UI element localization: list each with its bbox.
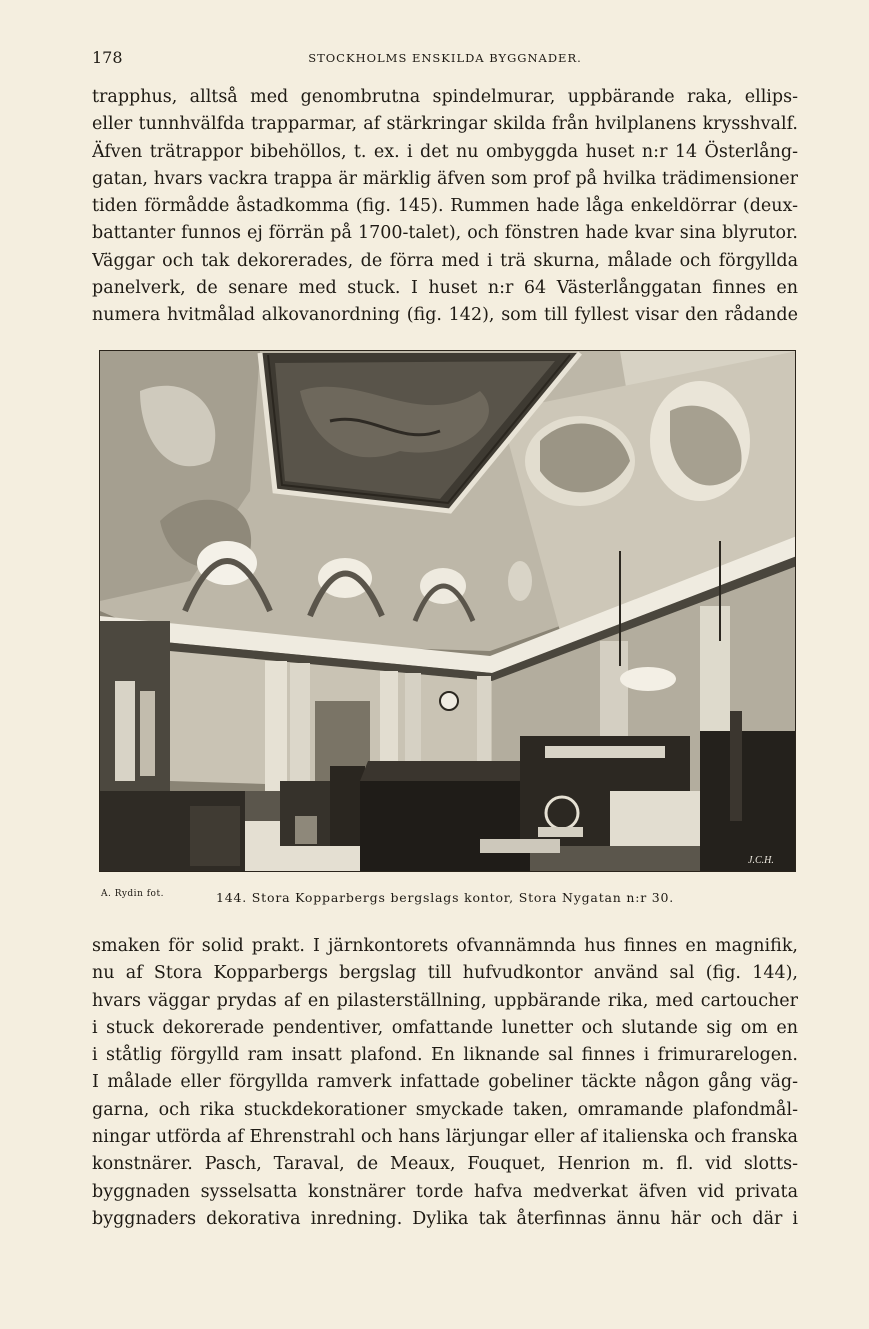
text-line: battanter funnos ej förrän på 1700-talet), och fönstren hade kvar sina blyrutor.: [92, 223, 798, 244]
text-line: trapphus, alltså med genombrutna spindelmurar, uppbärande raka, ellips-: [92, 87, 798, 107]
artist-signature: J.C.H.: [748, 855, 774, 866]
text-line: numera hvitmålad alkovanordning (fig. 142), som till fyllest visar den rådande: [92, 305, 798, 326]
text-line: gatan, hvars vackra trappa är märklig äfven som prof på hvilka trädimensioner: [92, 168, 798, 189]
photographer-credit: A. Rydin fot.: [101, 889, 164, 899]
text-line: hvars väggar prydas af en pilasterställning, uppbärande rika, med cartoucher: [92, 990, 798, 1011]
text-line: byggnaden sysselsatta konstnärer torde hafva medverkat äfven vid privata: [92, 1181, 798, 1202]
text-line: i stuck dekorerade pendentiver, omfattande lunetter och slutande sig om en: [92, 1017, 798, 1038]
text-line: nu af Stora Kopparbergs bergslag till hufvudkontor använd sal (fig. 144),: [92, 963, 798, 984]
text-line: panelverk, de senare med stuck. I huset n:r 64 Västerlånggatan finnes en: [92, 278, 798, 299]
desk: [360, 781, 530, 872]
lunette-window: [318, 558, 372, 598]
page-number: 178: [92, 48, 123, 67]
text-line: ningar utförda af Ehrenstrahl och hans lärjungar eller af italienska och franska: [92, 1127, 798, 1148]
text-line: garna, och rika stuckdekorationer smyckade taken, omramande plafondmål-: [92, 1099, 798, 1120]
page-header: [92, 48, 798, 70]
body-text-bottom: [92, 933, 798, 1233]
interior-photograph: [99, 350, 796, 872]
text-line: i ståtlig förgylld ram insatt plafond. En liknande sal finnes i frimurarelogen.: [92, 1045, 798, 1066]
text-line: eller tunnhvälfda trapparmar, af stärkringar skilda från hvilplanens krysshvalf.: [92, 114, 798, 135]
text-line: Äfven trätrappor bibehöllos, t. ex. i det nu ombyggda huset n:r 14 Österlång-: [92, 141, 798, 162]
text-line: byggnaders dekorativa inredning. Dylika tak återfinnas ännu här och där i: [92, 1208, 798, 1229]
body-text-top: [92, 84, 798, 330]
text-line: I målade eller förgyllda ramverk infattade gobeliner täckte någon gång väg-: [92, 1072, 798, 1093]
figure-caption: 144. Stora Kopparbergs bergslags kontor, Stora Nygatan n:r 30.: [216, 890, 675, 905]
text-line: tiden förmådde åstadkomma (fig. 145). Rummen hade låga enkeldörrar (deux-: [92, 196, 798, 217]
text-line: konstnärer. Pasch, Taraval, de Meaux, Fouquet, Henrion m. fl. vid slotts-: [92, 1154, 798, 1175]
running-head: STOCKHOLMS ENSKILDA BYGGNADER.: [308, 51, 582, 65]
text-line: smaken för solid prakt. I järnkontorets ofvannämnda hus finnes en magnifik,: [92, 936, 798, 956]
text-line: Väggar och tak dekorerades, de förra med i trä skurna, målade och förgyllda: [92, 250, 798, 271]
figure-caption-row: [92, 888, 798, 908]
